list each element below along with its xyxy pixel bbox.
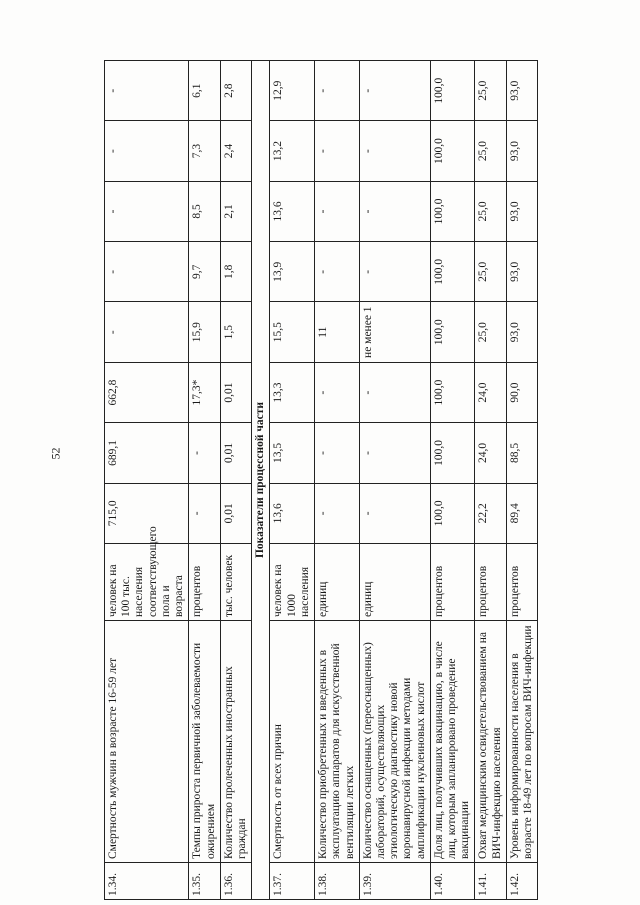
value-cell: 7,3 <box>189 121 220 181</box>
indicator-name: Уровень информированности населения в возрасте 18-49 лет по вопросам ВИЧ-инфекции <box>506 621 537 863</box>
row-number: 1.40. <box>430 863 475 900</box>
table-row <box>359 61 430 900</box>
indicator-name: Темпы прироста первичной заболеваемости ожирением <box>189 621 220 863</box>
row-number: 1.34. <box>105 863 189 900</box>
value-cell: 662,8 <box>105 362 189 422</box>
section-header-row <box>252 61 270 900</box>
row-number: 1.38. <box>315 863 360 900</box>
value-cell: 25,0 <box>475 302 506 362</box>
value-cell: 25,0 <box>475 61 506 121</box>
value-cell: 0,01 <box>220 483 251 543</box>
indicator-name: Смертность мужчин в возрасте 16-59 лет <box>105 621 189 863</box>
value-cell: - <box>105 61 189 121</box>
value-cell: 13,3 <box>270 362 315 422</box>
indicators-table <box>104 60 538 900</box>
value-cell: - <box>359 121 430 181</box>
value-cell: 100,0 <box>430 121 475 181</box>
value-cell: - <box>315 242 360 302</box>
value-cell: 100,0 <box>430 483 475 543</box>
value-cell: - <box>315 423 360 483</box>
row-number: 1.39. <box>359 863 430 900</box>
table-row <box>315 61 360 900</box>
section-title: Показатели процессной части <box>252 61 270 900</box>
value-cell: 6,1 <box>189 61 220 121</box>
value-cell: 100,0 <box>430 362 475 422</box>
value-cell: 100,0 <box>430 181 475 241</box>
row-number: 1.37. <box>270 863 315 900</box>
value-cell: 93,0 <box>506 181 537 241</box>
value-cell: 13,2 <box>270 121 315 181</box>
value-cell: 22,2 <box>475 483 506 543</box>
value-cell: 88,5 <box>506 423 537 483</box>
page-number: 52 <box>48 447 63 460</box>
value-cell: 1,8 <box>220 242 251 302</box>
table-row <box>506 61 537 900</box>
value-cell: 13,6 <box>270 483 315 543</box>
unit-of-measure: процентов <box>189 544 220 621</box>
row-number: 1.36. <box>220 863 251 900</box>
value-cell: 2,4 <box>220 121 251 181</box>
value-cell: 13,6 <box>270 181 315 241</box>
value-cell: - <box>105 181 189 241</box>
row-number: 1.35. <box>189 863 220 900</box>
table-row <box>270 61 315 900</box>
value-cell: не менее 1 <box>359 302 430 362</box>
value-cell: - <box>105 121 189 181</box>
value-cell: 2,1 <box>220 181 251 241</box>
indicator-name: Количество пролеченных иностранных граждан <box>220 621 251 863</box>
unit-of-measure: единиц <box>359 544 430 621</box>
value-cell: 8,5 <box>189 181 220 241</box>
value-cell: 2,8 <box>220 61 251 121</box>
value-cell: 24,0 <box>475 362 506 422</box>
indicator-name: Доля лиц, получивших вакцинацию, в числе лиц, которым запланировано проведение вакцинации <box>430 621 475 863</box>
value-cell: - <box>315 121 360 181</box>
unit-of-measure: человек на 100 тыс. населения соответствующего пола и возраста <box>105 544 189 621</box>
value-cell: 17,3* <box>189 362 220 422</box>
value-cell: - <box>105 302 189 362</box>
value-cell: 15,5 <box>270 302 315 362</box>
row-number: 1.41. <box>475 863 506 900</box>
value-cell: - <box>359 242 430 302</box>
unit-of-measure: процентов <box>475 544 506 621</box>
value-cell: 1,5 <box>220 302 251 362</box>
indicator-name: Охват медицинским освидетельствованием на ВИЧ-инфекцию населения <box>475 621 506 863</box>
value-cell: 9,7 <box>189 242 220 302</box>
value-cell: 12,9 <box>270 61 315 121</box>
value-cell: 100,0 <box>430 302 475 362</box>
value-cell: 93,0 <box>506 121 537 181</box>
unit-of-measure: тыс. человек <box>220 544 251 621</box>
value-cell: 25,0 <box>475 181 506 241</box>
value-cell: - <box>315 483 360 543</box>
value-cell: 93,0 <box>506 302 537 362</box>
value-cell: 11 <box>315 302 360 362</box>
indicator-name: Количество оснащенных (переоснащенных) лабораторий, осуществляющих этиологическую диагностику новой коронавирусной инфекции методами амплификации нуклеиновых кислот <box>359 621 430 863</box>
value-cell: 90,0 <box>506 362 537 422</box>
value-cell: - <box>105 242 189 302</box>
value-cell: 0,01 <box>220 423 251 483</box>
value-cell: - <box>315 181 360 241</box>
unit-of-measure: человек на 1000 населения <box>270 544 315 621</box>
value-cell: 0,01 <box>220 362 251 422</box>
value-cell: 100,0 <box>430 423 475 483</box>
table-row <box>220 61 251 900</box>
value-cell: - <box>315 61 360 121</box>
value-cell: 100,0 <box>430 61 475 121</box>
value-cell: - <box>315 362 360 422</box>
table-row <box>475 61 506 900</box>
unit-of-measure: процентов <box>430 544 475 621</box>
value-cell: 25,0 <box>475 121 506 181</box>
table-row <box>105 61 189 900</box>
indicator-name: Количество приобретенных и введенных в эксплуатацию аппаратов для искусственной вентиляции легких <box>315 621 360 863</box>
table-row <box>430 61 475 900</box>
value-cell: 93,0 <box>506 61 537 121</box>
unit-of-measure: единиц <box>315 544 360 621</box>
value-cell: 689,1 <box>105 423 189 483</box>
value-cell: - <box>359 423 430 483</box>
value-cell: 100,0 <box>430 242 475 302</box>
row-number: 1.42. <box>506 863 537 900</box>
value-cell: - <box>189 483 220 543</box>
value-cell: 24,0 <box>475 423 506 483</box>
value-cell: - <box>359 61 430 121</box>
value-cell: - <box>189 423 220 483</box>
value-cell: 89,4 <box>506 483 537 543</box>
indicator-name: Смертность от всех причин <box>270 621 315 863</box>
table-row <box>189 61 220 900</box>
value-cell: 715,0 <box>105 483 189 543</box>
rotated-table-area <box>104 60 632 900</box>
value-cell: 15,9 <box>189 302 220 362</box>
value-cell: 25,0 <box>475 242 506 302</box>
value-cell: - <box>359 483 430 543</box>
value-cell: - <box>359 362 430 422</box>
value-cell: 13,9 <box>270 242 315 302</box>
unit-of-measure: процентов <box>506 544 537 621</box>
value-cell: 93,0 <box>506 242 537 302</box>
value-cell: - <box>359 181 430 241</box>
value-cell: 13,5 <box>270 423 315 483</box>
